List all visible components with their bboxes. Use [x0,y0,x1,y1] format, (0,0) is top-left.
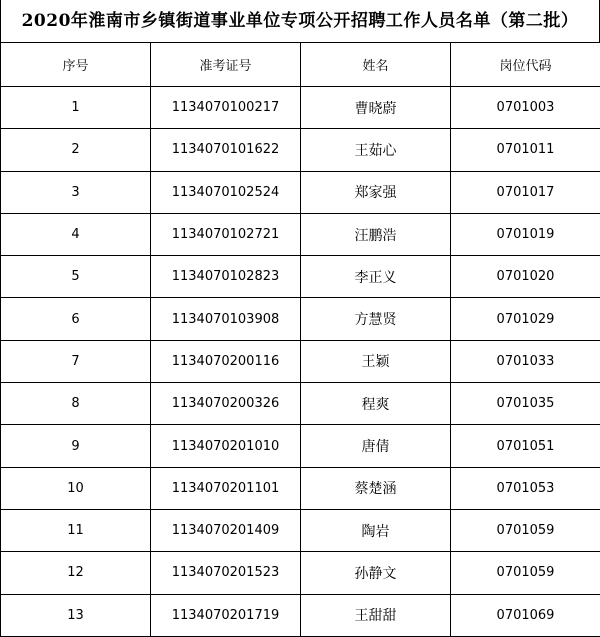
cell-exam-no: 1134070201523 [151,552,301,594]
table-row [1,467,600,509]
table-row [1,256,600,298]
table-row [1,129,600,171]
cell-post-code: 0701020 [451,256,600,298]
page-title: 2020年淮南市乡镇街道事业单位专项公开招聘工作人员名单（第二批） [0,0,600,42]
table-row [1,552,600,594]
cell-post-code: 0701003 [451,87,600,129]
header-exam-no: 准考证号 [151,43,301,87]
cell-name: 唐倩 [301,425,451,467]
cell-name: 曹晓蔚 [301,87,451,129]
cell-seq: 2 [1,129,151,171]
cell-exam-no: 1134070102823 [151,256,301,298]
cell-seq: 5 [1,256,151,298]
cell-post-code: 0701019 [451,213,600,255]
cell-seq: 4 [1,213,151,255]
cell-name: 程爽 [301,383,451,425]
cell-seq: 6 [1,298,151,340]
cell-seq: 10 [1,467,151,509]
roster-table [0,42,600,637]
cell-seq: 7 [1,340,151,382]
cell-seq: 13 [1,594,151,636]
cell-seq: 12 [1,552,151,594]
cell-post-code: 0701059 [451,552,600,594]
header-post-code: 岗位代码 [451,43,600,87]
cell-seq: 9 [1,425,151,467]
cell-name: 李正义 [301,256,451,298]
table-row [1,87,600,129]
cell-name: 蔡楚涵 [301,467,451,509]
cell-post-code: 0701035 [451,383,600,425]
cell-name: 郑家强 [301,171,451,213]
cell-post-code: 0701033 [451,340,600,382]
cell-name: 王甜甜 [301,594,451,636]
cell-name: 孙静文 [301,552,451,594]
table-row [1,509,600,551]
table-row [1,171,600,213]
cell-post-code: 0701053 [451,467,600,509]
cell-name: 王颖 [301,340,451,382]
table-row [1,298,600,340]
cell-exam-no: 1134070200326 [151,383,301,425]
cell-exam-no: 1134070201409 [151,509,301,551]
cell-exam-no: 1134070101622 [151,129,301,171]
table-row [1,383,600,425]
cell-exam-no: 1134070201101 [151,467,301,509]
cell-name: 方慧贤 [301,298,451,340]
cell-exam-no: 1134070200116 [151,340,301,382]
cell-post-code: 0701029 [451,298,600,340]
table-row [1,425,600,467]
cell-name: 王茹心 [301,129,451,171]
cell-post-code: 0701011 [451,129,600,171]
cell-exam-no: 1134070201010 [151,425,301,467]
cell-name: 陶岩 [301,509,451,551]
table-row [1,340,600,382]
table-row [1,213,600,255]
cell-seq: 8 [1,383,151,425]
cell-seq: 3 [1,171,151,213]
cell-exam-no: 1134070103908 [151,298,301,340]
cell-seq: 11 [1,509,151,551]
header-name: 姓名 [301,43,451,87]
table-body [1,87,600,637]
cell-post-code: 0701059 [451,509,600,551]
cell-post-code: 0701017 [451,171,600,213]
cell-exam-no: 1134070102721 [151,213,301,255]
cell-seq: 1 [1,87,151,129]
cell-post-code: 0701051 [451,425,600,467]
header-seq: 序号 [1,43,151,87]
header-row [1,43,600,87]
table-row [1,594,600,636]
cell-exam-no: 1134070100217 [151,87,301,129]
cell-name: 汪鹏浩 [301,213,451,255]
cell-exam-no: 1134070102524 [151,171,301,213]
cell-exam-no: 1134070201719 [151,594,301,636]
cell-post-code: 0701069 [451,594,600,636]
